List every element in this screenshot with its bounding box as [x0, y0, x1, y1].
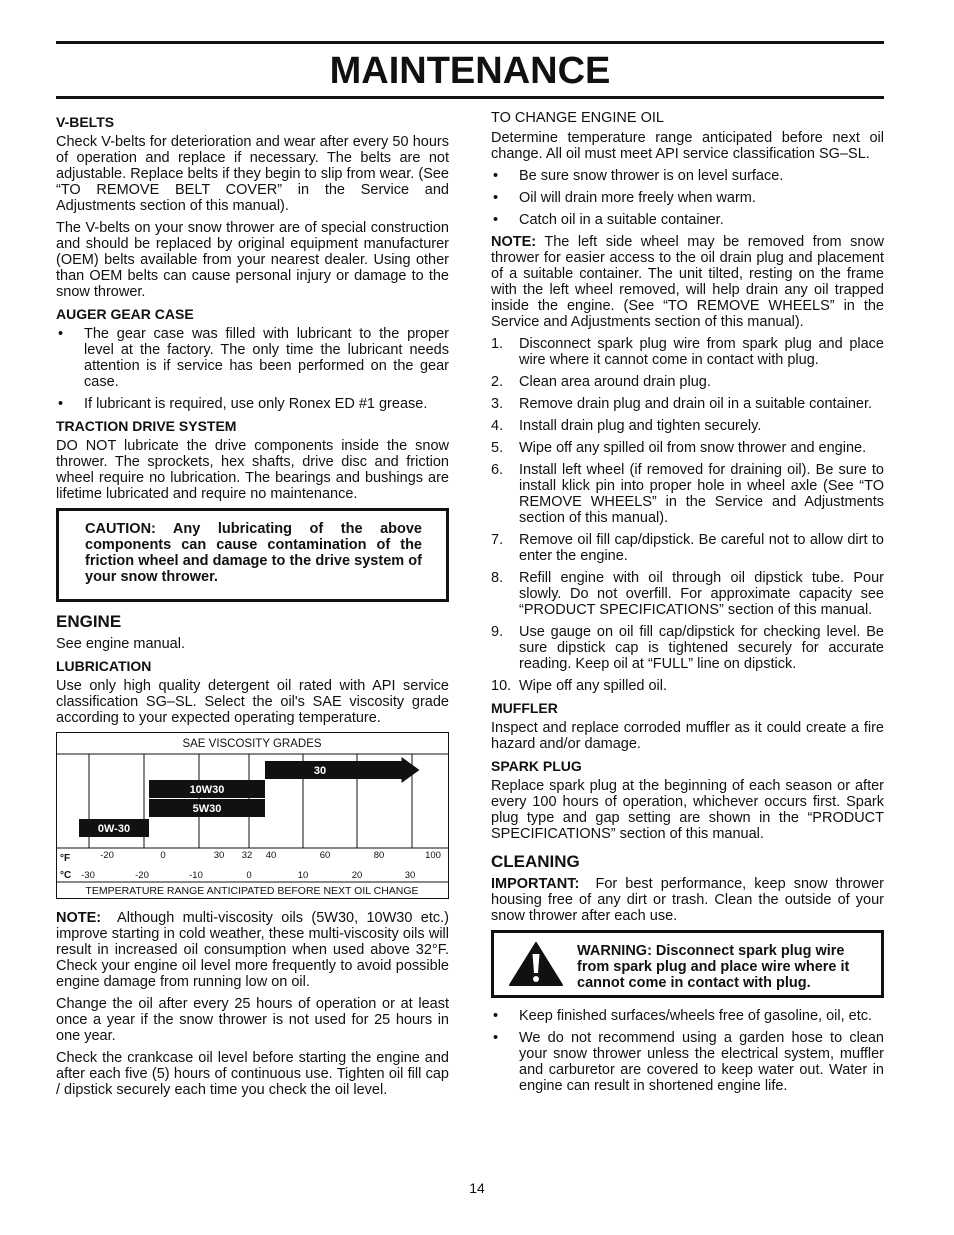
list-item-text: Catch oil in a suitable container. [519, 212, 724, 228]
viscosity-chart-svg [56, 732, 449, 900]
lubrication-paragraph: Use only high quality detergent oil rated with API service classification SG–SL. Select the oil's SAE viscosity grade according to your expected operating temperature. [56, 678, 449, 726]
step-item [491, 374, 884, 390]
step-item [491, 440, 884, 456]
tick-label-f: 32 [241, 850, 253, 861]
change-oil-bullets [491, 168, 884, 228]
change-oil-heading: TO CHANGE ENGINE OIL [491, 110, 664, 126]
viscosity-chart [56, 732, 449, 900]
step-text: Clean area around drain plug. [519, 374, 711, 390]
list-item-text: We do not recommend using a garden hose to clean your snow thrower unless the electrical system, muffler and carburetor are covered to keep water out. Water in engine can result in shortened engine life. [519, 1030, 884, 1094]
list-item [491, 1030, 884, 1094]
step-number: 8. [491, 570, 504, 586]
bullet-icon: • [493, 1008, 499, 1024]
right-column [491, 108, 884, 1100]
chart-xlabel: TEMPERATURE RANGE ANTICIPATED BEFORE NEXT OIL CHANGE [85, 885, 419, 897]
vbelts-paragraph-1: Check V-belts for deterioration and wear after every 50 hours of operation and replace if necessary. The belts are not adjustable. Replace belts if they begin to slip from wear. (See “TO REMOVE BELT COVER” in the Service and Adjustments section of this manual). [56, 134, 449, 214]
step-text: Use gauge on oil fill cap/dipstick for checking level. Be sure dipstick cap is tightened securely for accurate reading. Keep oil at “FULL” line on dipstick. [519, 624, 884, 672]
step-item [491, 462, 884, 526]
note-label: NOTE: [56, 910, 102, 926]
viscosity-bar-label: 10W30 [189, 784, 225, 796]
bullet-icon: • [58, 326, 64, 342]
step-number: 9. [491, 624, 504, 640]
tick-label-f: 60 [319, 850, 331, 861]
list-item [491, 190, 884, 206]
step-number: 2. [491, 374, 504, 390]
auger-heading: AUGER GEAR CASE [56, 306, 194, 322]
important-label: IMPORTANT: [491, 876, 580, 892]
step-item [491, 678, 884, 694]
important-text: For best performance, keep snow thrower housing free of any dirt or trash. Clean the outside of your snow thrower after each use. [491, 876, 884, 924]
vbelts-heading: V-BELTS [56, 114, 115, 130]
bullet-icon: • [493, 212, 499, 228]
step-number: 10. [491, 678, 512, 694]
list-item-text: Oil will drain more freely when warm. [519, 190, 756, 206]
lubrication-heading: LUBRICATION [56, 658, 152, 674]
tick-label-c: 10 [297, 870, 309, 881]
header-rule-top [56, 41, 884, 44]
bullet-icon: • [58, 396, 64, 412]
tick-label-f: 100 [425, 850, 441, 861]
list-item [56, 326, 449, 390]
engine-paragraph: See engine manual. [56, 636, 185, 652]
engine-heading: ENGINE [56, 612, 122, 631]
step-number: 5. [491, 440, 504, 456]
traction-paragraph: DO NOT lubricate the drive components inside the snow thrower. The sprockets, hex shafts, drive disc and friction wheel require no lubrication. The bearings and bushings are lifetime lubricated and require no maintenance. [56, 438, 449, 502]
warning-triangle-icon [508, 941, 564, 987]
tick-label-c: 30 [404, 870, 416, 881]
auger-list [56, 326, 449, 412]
warning-box [491, 930, 884, 998]
page-title: MAINTENANCE [329, 50, 611, 92]
muffler-heading: MUFFLER [491, 700, 558, 716]
chart-title: SAE VISCOSITY GRADES [182, 738, 322, 750]
step-item [491, 570, 884, 618]
warning-text: WARNING: Disconnect spark plug wire from spark plug and place wire where it cannot come in contact with plug. [577, 943, 850, 991]
spark-plug-heading: SPARK PLUG [491, 758, 582, 774]
step-text: Disconnect spark plug wire from spark plug and place wire where it cannot come in contact with plug. [519, 336, 884, 368]
spark-plug-paragraph: Replace spark plug at the beginning of each season or after every 100 hours of operation, whichever occurs first. Spark plug type and gap setting are shown in the “PRODUCT SPECIFICATIONS” section of this manual. [491, 778, 884, 842]
tick-label-c: -20 [135, 870, 149, 881]
note-label: NOTE: [491, 234, 537, 250]
change-oil-paragraph: Determine temperature range anticipated before next oil change. All oil must meet API service classification SG–SL. [491, 130, 884, 162]
axis-unit-c: °C [60, 870, 72, 881]
cleaning-heading: CLEANING [491, 852, 580, 871]
oil-note [56, 910, 449, 990]
step-item [491, 532, 884, 564]
tick-label-c: -10 [189, 870, 203, 881]
list-item-text: If lubricant is required, use only Ronex ED #1 grease. [84, 396, 428, 412]
tick-label-f: 30 [213, 850, 225, 861]
step-item [491, 396, 884, 412]
list-item [56, 396, 449, 412]
change-oil-note [491, 234, 884, 330]
list-item [491, 168, 884, 184]
step-text: Remove oil fill cap/dipstick. Be careful not to allow dirt to enter the engine. [519, 532, 884, 564]
viscosity-bar-label: 30 [313, 765, 327, 777]
list-item-text: Be sure snow thrower is on level surface. [519, 168, 784, 184]
muffler-paragraph: Inspect and replace corroded muffler as it could create a fire hazard and/or damage. [491, 720, 884, 752]
page-header [56, 41, 884, 100]
page-number: 14 [469, 1180, 485, 1196]
bullet-icon: • [493, 1030, 499, 1046]
traction-heading: TRACTION DRIVE SYSTEM [56, 418, 237, 434]
list-item-text: Keep finished surfaces/wheels free of gasoline, oil, etc. [519, 1008, 873, 1024]
tick-label-c: 0 [246, 870, 252, 881]
axis-unit-f: °F [60, 853, 71, 864]
left-column [56, 108, 449, 1104]
step-text: Wipe off any spilled oil. [519, 678, 668, 694]
change-oil-steps [491, 336, 884, 694]
note-text: The left side wheel may be removed from snow thrower for easier access to the oil drain plug and placement of a suitable container. The unit tilted, resting on the frame with the left wheel removed, will help drain any oil trapped inside the engine. (See “TO REMOVE WHEELS” in the Service and Adjustments section of this manual). [491, 234, 884, 330]
step-item [491, 624, 884, 672]
cleaning-important [491, 876, 884, 924]
tick-label-c: -30 [81, 870, 95, 881]
oil-check-paragraph: Check the crankcase oil level before starting the engine and after each five (5) hours of continuous use. Tighten oil fill cap / dipstick securely each time you check the oil level. [56, 1050, 449, 1098]
note-text: Although multi-viscosity oils (5W30, 10W30 etc.) improve starting in cold weather, these multi-viscosity oils will result in increased oil consumption when used above 32°F. Check your engine oil level more frequently to avoid possible engine damage from running low on oil. [56, 910, 449, 990]
tick-label-f: 80 [373, 850, 385, 861]
step-text: Remove drain plug and drain oil in a suitable container. [519, 396, 873, 412]
step-number: 1. [491, 336, 504, 352]
bullet-icon: • [493, 168, 499, 184]
step-text: Install left wheel (if removed for draining oil). Be sure to install klick pin into proper hole in wheel axle (See “TO REMOVE WHEELS” in the Service and Adjustments section of this manual). [519, 462, 884, 526]
step-number: 4. [491, 418, 504, 434]
caution-text: CAUTION: Any lubricating of the above components can cause contamination of the friction wheel and damage to the drive system of your snow thrower. [85, 521, 422, 585]
step-number: 6. [491, 462, 504, 478]
tick-label-f: 0 [160, 850, 166, 861]
list-item [491, 212, 884, 228]
tick-label-f: -20 [100, 850, 114, 861]
cleaning-bullets [491, 1008, 884, 1094]
list-item [491, 1008, 884, 1024]
step-text: Install drain plug and tighten securely. [519, 418, 762, 434]
tick-label-c: 20 [351, 870, 363, 881]
caution-box [56, 508, 449, 602]
step-item [491, 336, 884, 368]
step-number: 7. [491, 532, 504, 548]
viscosity-bar-label: 5W30 [192, 803, 222, 815]
bullet-icon: • [493, 190, 499, 206]
viscosity-bar-label: 0W-30 [97, 823, 131, 835]
step-number: 3. [491, 396, 504, 412]
step-item [491, 418, 884, 434]
list-item-text: The gear case was filled with lubricant to the proper level at the factory. The only time the lubricant needs attention is if service has been performed on the gear case. [84, 326, 449, 390]
step-text: Refill engine with oil through oil dipstick tube. Pour slowly. Do not overfill. For approximate capacity see “PRODUCT SPECIFICATIONS” section of this manual. [519, 570, 884, 618]
oil-change-paragraph: Change the oil after every 25 hours of operation or at least once a year if the snow thrower is not used for 25 hours in one year. [56, 996, 449, 1044]
step-text: Wipe off any spilled oil from snow thrower and engine. [519, 440, 867, 456]
header-rule-bottom [56, 96, 884, 99]
tick-label-f: 40 [265, 850, 277, 861]
vbelts-paragraph-2: The V-belts on your snow thrower are of special construction and should be replaced by original equipment manufacturer (OEM) belts available from your nearest dealer. Using other than OEM belts can cause personal injury or damage to the snow thrower. [56, 220, 449, 300]
